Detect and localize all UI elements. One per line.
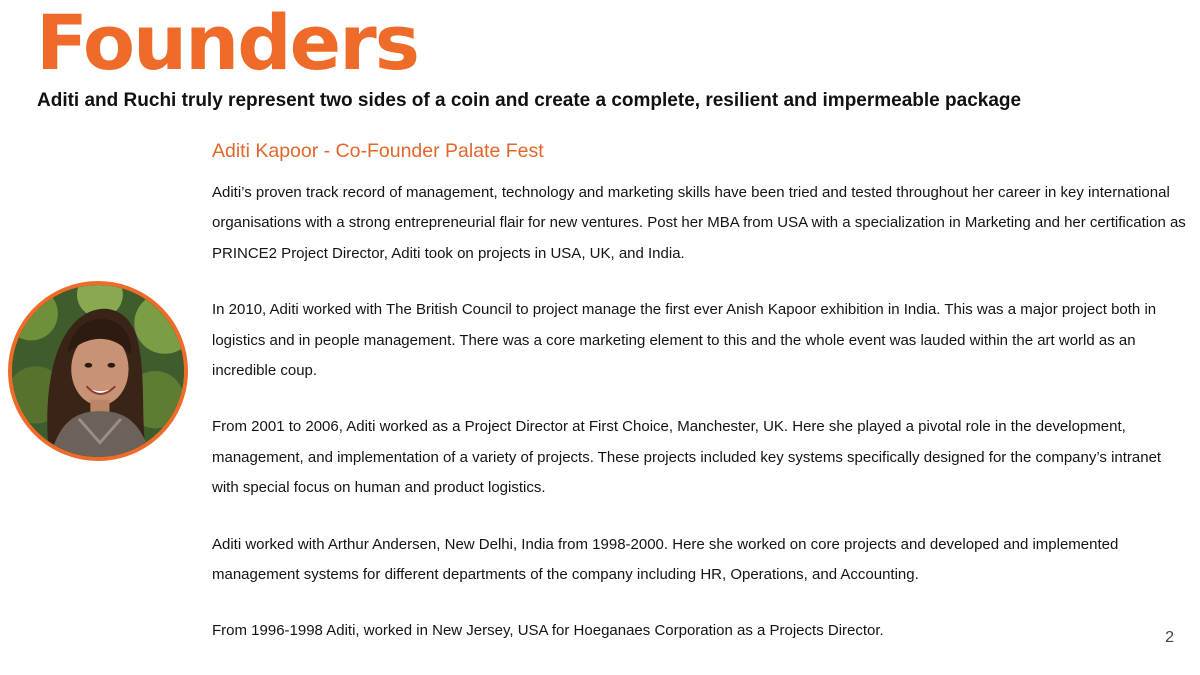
profile-content [212, 138, 1187, 673]
page-title: Founders [36, 0, 418, 87]
bio-paragraph-5: From 1996-1998 Aditi, worked in New Jersey, USA for Hoeganaes Corporation as a Projects Director. [212, 622, 884, 640]
person-heading: Aditi Kapoor - Co-Founder Palate Fest [212, 140, 544, 162]
bio-paragraph-1: Aditi’s proven track record of management, technology and marketing skills have been tried and tested throughout her career in key international organisations with a strong entrepreneurial flair for new ventures. Post her MBA from USA with a specialization in Marketing and her certification as PRINCE2 Project Director, Aditi took on projects in USA, UK, and India. [212, 184, 1186, 262]
page-subtitle: Aditi and Ruchi truly represent two sides of a coin and create a complete, resilient and impermeable package [37, 90, 1022, 111]
portrait-photo-icon [12, 285, 184, 457]
bio-paragraph-4: Aditi worked with Arthur Andersen, New Delhi, India from 1998-2000. Here she worked on core projects and developed and implemented management systems for different departments of the company including HR, Operations, and Accounting. [212, 535, 1119, 584]
bio-paragraph-2: In 2010, Aditi worked with The British Council to project manage the first ever Anish Kapoor exhibition in India. This was a major project both in logistics and in people management. There was a core marketing element to this and the whole event was lauded within the art world as an incredible coup. [212, 301, 1157, 380]
page-number: 2 [1165, 629, 1174, 646]
profile-photo [8, 281, 188, 461]
bio-paragraph-3: From 2001 to 2006, Aditi worked as a Project Director at First Choice, Manchester, UK. Here she played a pivotal role in the development, management, and implementation of a variety of projects. These projects included key systems specifically designed for the company’s intranet with special focus on human and product logistics. [212, 418, 1162, 497]
